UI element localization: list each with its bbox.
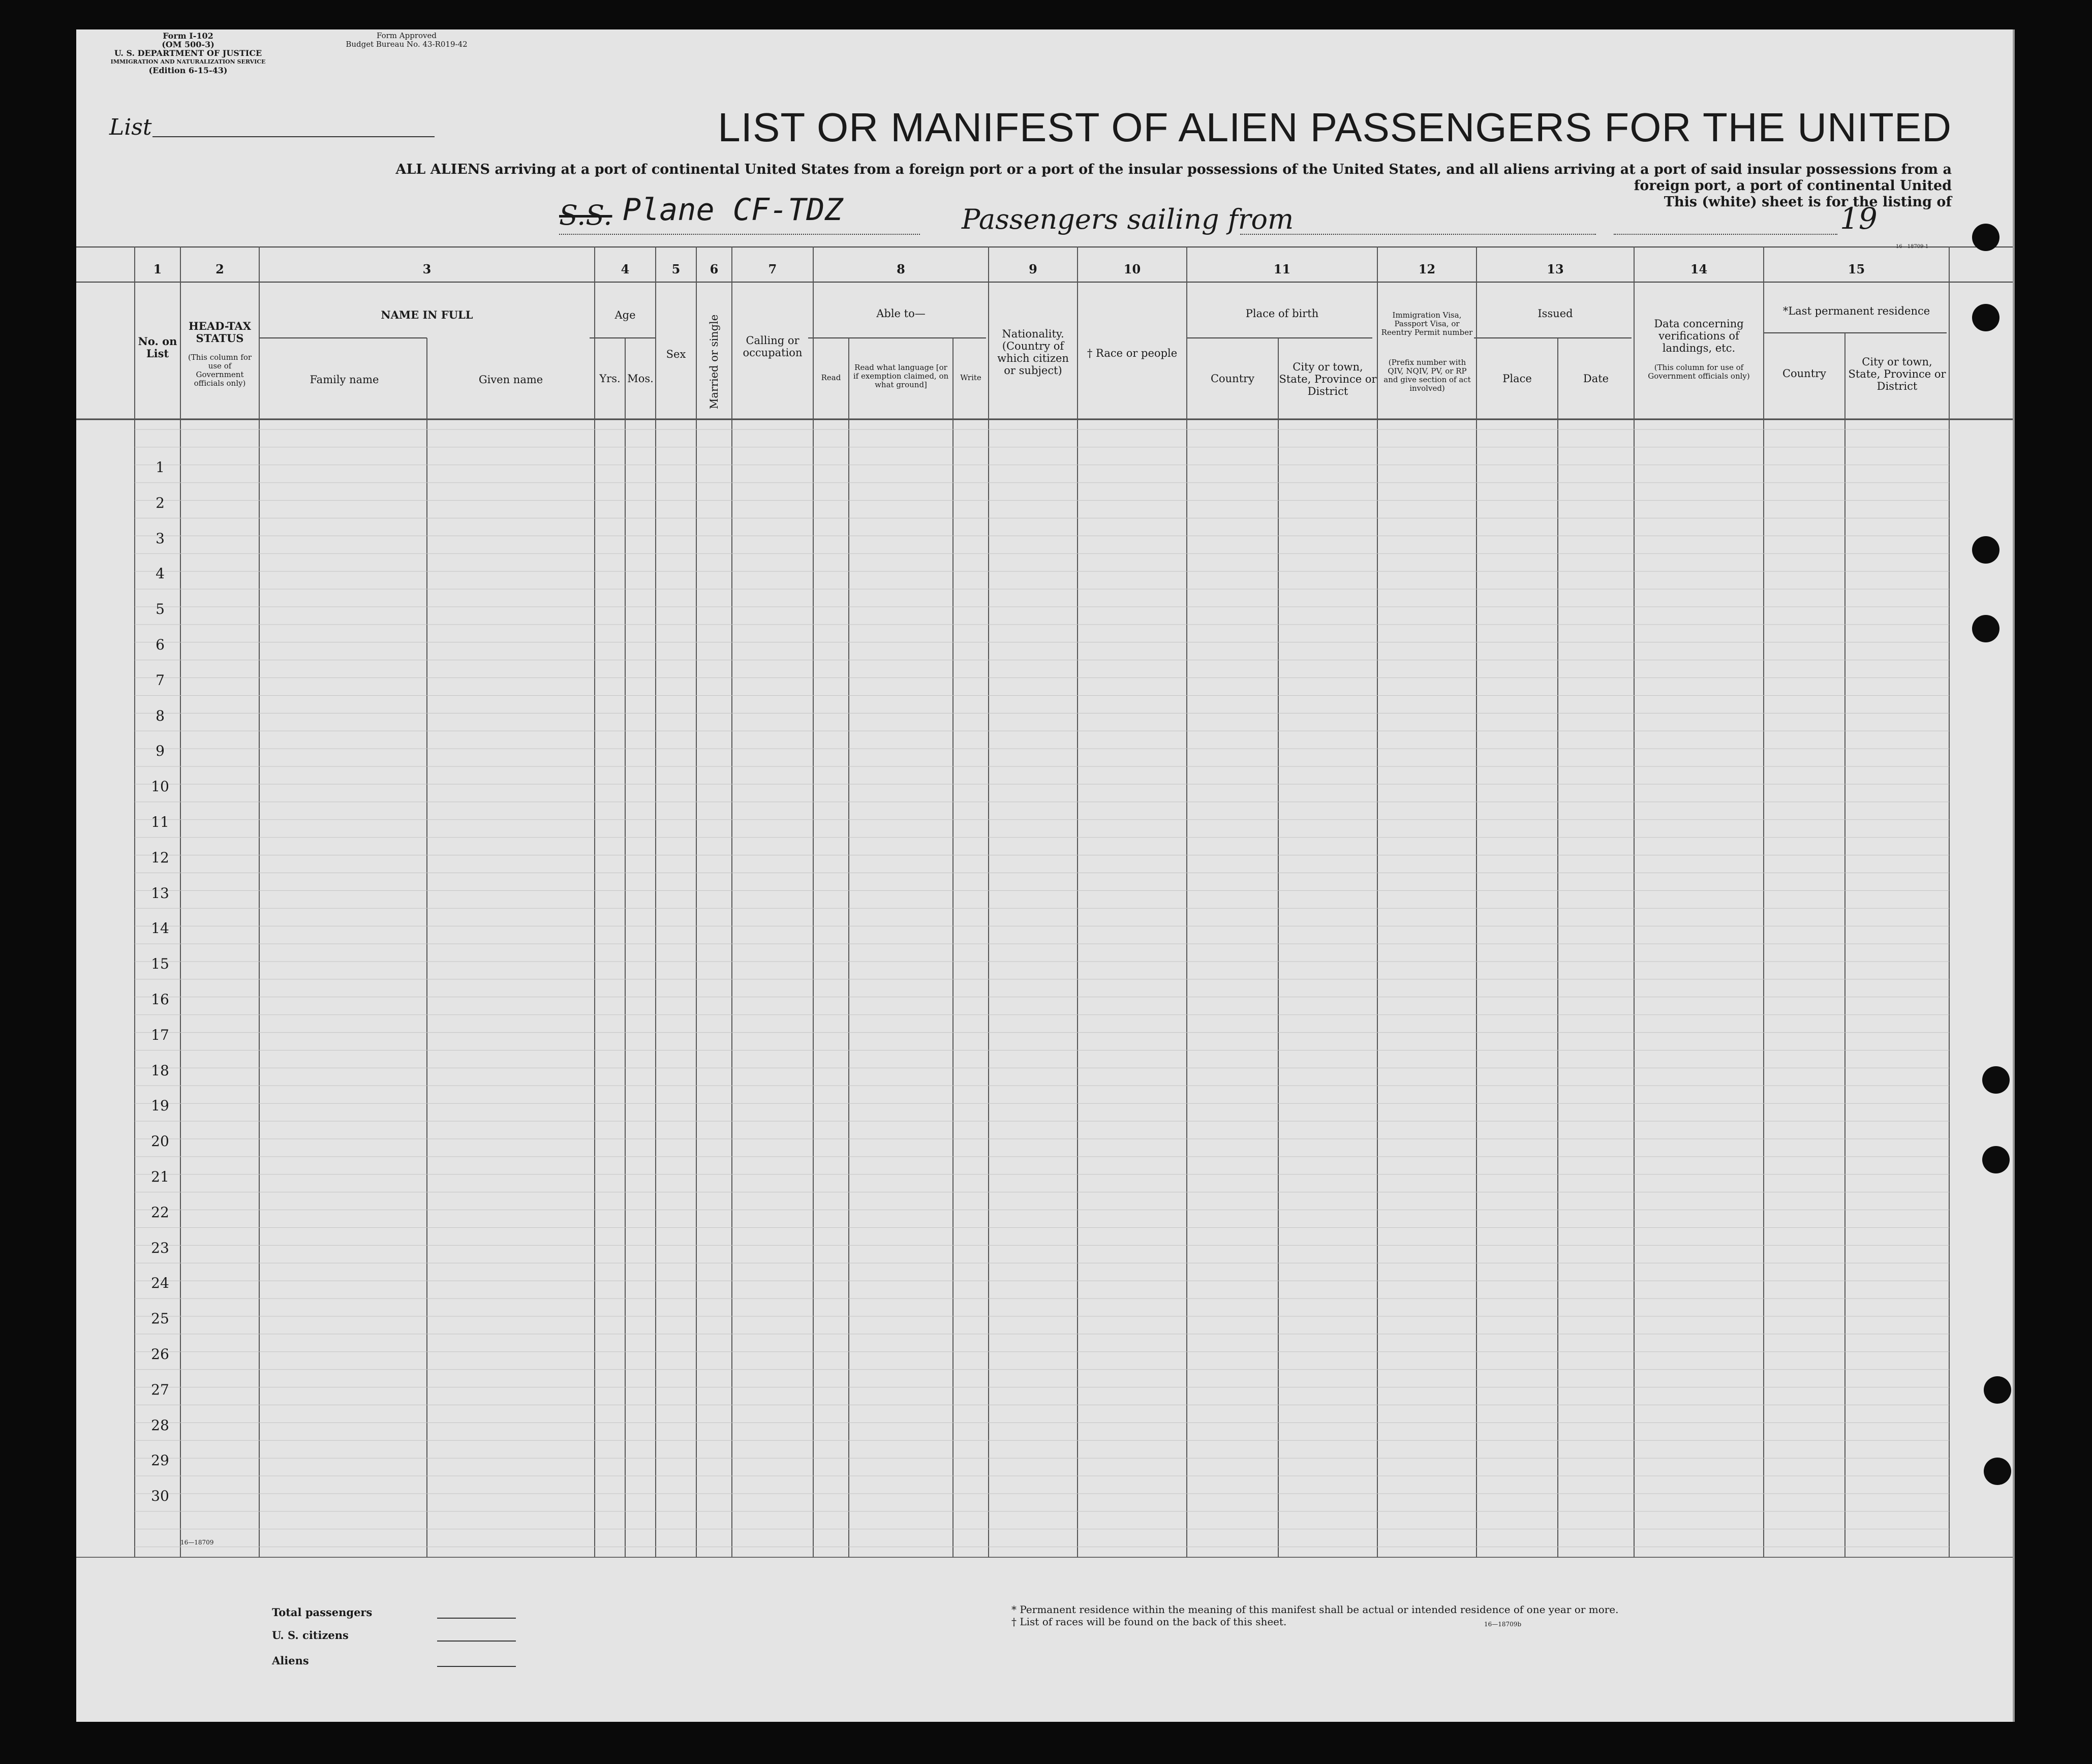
hdr-last-residence: *Last permanent residence (1782, 305, 1930, 317)
us-citizens-label: U. S. citizens (272, 1629, 349, 1642)
row-number: 14 (151, 920, 169, 937)
hdr-residence-country: Country (1782, 367, 1827, 380)
hdr-issued-date: Date (1583, 373, 1609, 385)
instructions-line-1: ALL ALIENS arriving at a port of continental United States from a foreign port or a port of the insular possessions of the United States, and all aliens arriving at a port of said insular possessions from a foreign port, a port of continental United (395, 162, 1952, 194)
row-number: 29 (151, 1452, 169, 1469)
hdr-read-language: Read what language [or if exemption claimed, on what ground] (853, 363, 949, 389)
hdr-birth-city: City or town, State, Province or District (1279, 361, 1377, 397)
punch-hole (1972, 224, 1999, 251)
hdr-age: Age (614, 309, 636, 321)
col-num-11: 11 (1273, 262, 1291, 276)
row-number: 22 (151, 1203, 169, 1221)
total-passengers-field[interactable] (437, 1618, 516, 1619)
service: IMMIGRATION AND NATURALIZATION SERVICE (110, 58, 266, 65)
us-citizens-field[interactable] (437, 1641, 516, 1642)
footnote-races: † List of races will be found on the back of this sheet. (1011, 1616, 1287, 1628)
page-title: LIST OR MANIFEST OF ALIEN PASSENGERS FOR THE UNITED (718, 105, 1952, 150)
row-number: 3 (156, 530, 165, 547)
list-number-field[interactable] (152, 136, 435, 137)
form-id-block (86, 32, 290, 75)
row-number: 6 (156, 636, 165, 653)
handwritten-ship-name[interactable]: Plane CF-TDZ (623, 192, 843, 228)
col-num-12: 12 (1418, 262, 1436, 276)
row-number: 26 (151, 1346, 169, 1363)
punch-hole (1972, 304, 1999, 331)
hdr-family-name: Family name (310, 374, 379, 386)
sailing-from-field[interactable] (1240, 234, 1596, 235)
col-num-1: 1 (153, 262, 162, 276)
manifest-table (76, 246, 2013, 1558)
form-om: (OM 500-3) (162, 40, 214, 49)
row-number: 23 (151, 1239, 169, 1256)
punch-hole (1984, 1458, 2011, 1485)
form-approved: Form Approved (377, 31, 437, 40)
aliens-field[interactable] (437, 1666, 516, 1667)
year-prefix: 19 (1840, 201, 1878, 236)
sheet-code: 16—18709-1 (1896, 244, 1929, 250)
col-num-4: 4 (621, 262, 630, 276)
row-number: 30 (151, 1488, 169, 1505)
hdr-visa: Immigration Visa, Passport Visa, or Reentry Permit number (1381, 311, 1473, 337)
row-number: 20 (151, 1133, 169, 1150)
approval-block (315, 32, 498, 49)
col-num-10: 10 (1123, 262, 1141, 276)
row-number: 18 (151, 1062, 169, 1079)
hdr-no-on-list: No. on List (138, 335, 177, 360)
edition: (Edition 6-15-43) (148, 66, 228, 75)
hdr-mos: Mos. (627, 373, 654, 385)
col-num-2: 2 (216, 262, 224, 276)
hdr-data-concerning: Data concerning verifications of landings, etc. (1654, 318, 1744, 354)
footnote-residence: * Permanent residence within the meaning of this manifest shall be actual or intended residence of one year or more. (1011, 1603, 1619, 1616)
sailing-from-label: Passengers sailing from (962, 203, 1294, 235)
col-num-5: 5 (671, 262, 681, 276)
table-grid-lines (76, 246, 2013, 1558)
row-number: 12 (151, 849, 169, 866)
row-number: 15 (151, 955, 169, 973)
total-passengers-label: Total passengers (272, 1606, 373, 1619)
row-number: 17 (151, 1026, 169, 1043)
col-num-14: 14 (1690, 262, 1708, 276)
footnotes (1011, 1603, 1619, 1628)
row-number: 4 (156, 565, 165, 582)
hdr-given-name: Given name (478, 374, 543, 386)
hdr-nationality: Nationality. (Country of which citizen or subject) (997, 328, 1069, 377)
hdr-name-in-full: NAME IN FULL (381, 308, 473, 321)
row-number: 13 (151, 884, 169, 902)
row-number: 25 (151, 1310, 169, 1327)
row-number: 19 (151, 1097, 169, 1115)
row-number: 1 (156, 459, 165, 476)
hdr-able-to: Able to— (876, 307, 926, 320)
hdr-birth-country: Country (1210, 373, 1255, 385)
hdr-sex: Sex (666, 348, 686, 360)
row-number: 11 (151, 814, 169, 830)
hdr-data-note: (This column for use of Government officials only) (1648, 363, 1750, 381)
hdr-head-tax-note: (This column for use of Government officials only) (188, 353, 252, 388)
row-number: 7 (156, 671, 165, 689)
row-number: 16 (151, 991, 169, 1008)
punch-hole (1972, 615, 1999, 642)
list-label: List (109, 114, 152, 140)
hdr-issued: Issued (1537, 307, 1573, 320)
date-field[interactable] (1614, 234, 1837, 235)
row-number: 27 (151, 1381, 169, 1398)
col-num-9: 9 (1029, 262, 1037, 276)
col-num-8: 8 (897, 262, 905, 276)
hdr-place-of-birth: Place of birth (1245, 307, 1319, 320)
row-number: 21 (151, 1168, 169, 1185)
col-num-7: 7 (768, 262, 777, 276)
budget-bureau: Budget Bureau No. 43-R019-42 (346, 40, 468, 49)
hdr-residence-city: City or town, State, Province or District (1848, 356, 1946, 392)
row-number: 8 (156, 707, 165, 724)
punch-hole (1972, 536, 1999, 564)
ss-label: S.S. (559, 199, 612, 231)
col-num-13: 13 (1547, 262, 1564, 276)
punch-hole (1982, 1146, 2010, 1173)
aliens-label: Aliens (272, 1654, 309, 1667)
col-num-3: 3 (422, 262, 432, 276)
punch-hole (1982, 1066, 2010, 1094)
col-num-15: 15 (1848, 262, 1865, 276)
hdr-head-tax: HEAD-TAX STATUS (188, 320, 252, 345)
row-number: 10 (151, 778, 169, 795)
col-num-6: 6 (710, 262, 719, 276)
hdr-yrs: Yrs. (599, 373, 621, 385)
row-number: 5 (156, 601, 165, 618)
row-number: 2 (156, 494, 165, 511)
hdr-race: † Race or people (1087, 347, 1178, 359)
hdr-married: Married or single (708, 314, 720, 410)
punch-hole (1984, 1376, 2011, 1404)
hdr-visa-note: (Prefix number with QIV, NQIV, PV, or RP and give section of act involved) (1383, 358, 1471, 393)
hdr-read: Read (821, 373, 841, 382)
row-number: 28 (151, 1416, 169, 1434)
form-code-left: 16—18709 (180, 1539, 214, 1546)
form-number: Form I-102 (163, 31, 213, 41)
hdr-write: Write (960, 373, 981, 382)
row-number: 24 (151, 1275, 169, 1292)
department: U. S. DEPARTMENT OF JUSTICE (114, 48, 262, 58)
instructions-line-2: This (white) sheet is for the listing of (1664, 194, 1952, 210)
hdr-issued-place: Place (1502, 373, 1532, 385)
hdr-calling: Calling or occupation (743, 334, 803, 359)
ship-name-field[interactable] (559, 234, 920, 235)
form-code-right: 16—18709b (1484, 1621, 1522, 1628)
row-number: 9 (156, 742, 165, 760)
